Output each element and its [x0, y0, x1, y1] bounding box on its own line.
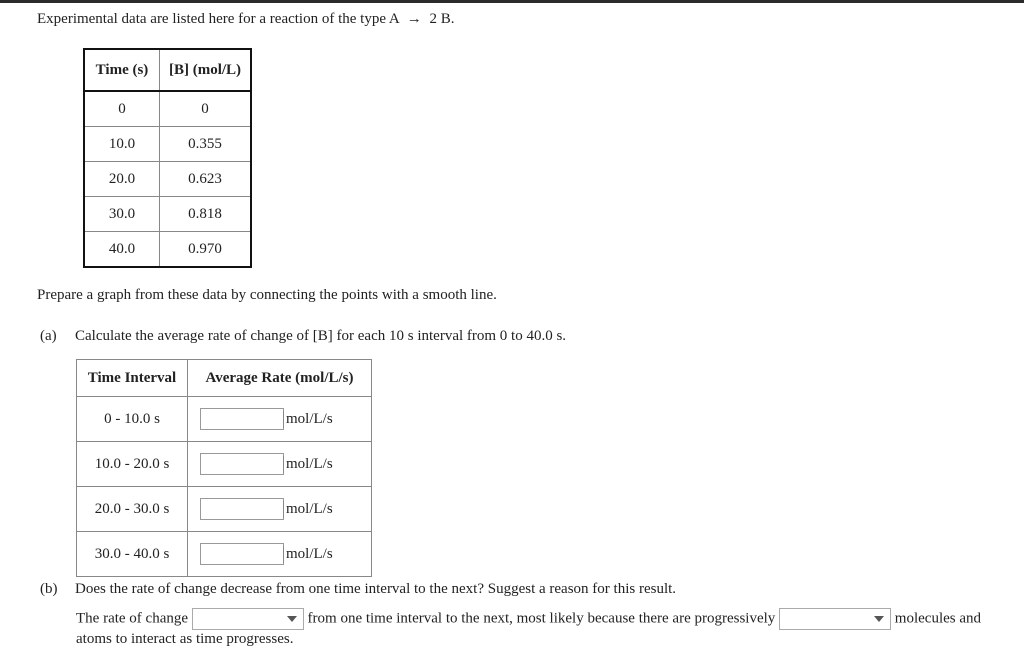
part-b-question	[40, 581, 676, 598]
table-row	[84, 197, 251, 232]
interval-cell: 0 - 10.0 s	[77, 397, 188, 442]
concentration-cell: 0	[160, 91, 252, 127]
interval-cell: 10.0 - 20.0 s	[77, 442, 188, 487]
table-row	[77, 397, 372, 442]
rate-input-20-30[interactable]	[200, 498, 284, 520]
sentence-part-4: atoms to interact as time progresses.	[76, 631, 294, 647]
header-average-rate: Average Rate (mol/L/s)	[188, 360, 372, 397]
rate-table-header-row	[77, 360, 372, 397]
rate-input-10-20[interactable]	[200, 453, 284, 475]
concentration-cell: 0.818	[160, 197, 252, 232]
reaction-arrow: →	[406, 11, 422, 27]
rate-cell	[188, 442, 372, 487]
time-cell: 40.0	[84, 232, 160, 268]
average-rate-table	[76, 359, 372, 577]
part-a-question	[40, 328, 566, 345]
molecule-amount-dropdown[interactable]	[779, 608, 891, 630]
header-time: Time (s)	[84, 49, 160, 91]
rate-unit: mol/L/s	[283, 456, 333, 473]
intro-text-before: Experimental data are listed here for a reaction of the type A	[37, 11, 399, 27]
concentration-data-table	[83, 48, 252, 268]
rate-unit: mol/L/s	[283, 411, 333, 428]
intro-text-after: 2 B.	[429, 11, 455, 27]
header-time-interval: Time Interval	[77, 360, 188, 397]
concentration-cell: 0.970	[160, 232, 252, 268]
intro-text	[37, 11, 454, 28]
time-cell: 0	[84, 91, 160, 127]
table-row	[84, 91, 251, 127]
header-concentration: [B] (mol/L)	[160, 49, 252, 91]
part-b-label: (b)	[40, 581, 58, 597]
table-row	[77, 532, 372, 577]
part-a-label: (a)	[40, 328, 57, 344]
part-b-text: Does the rate of change decrease from one time interval to the next? Suggest a reason for this result.	[75, 581, 677, 597]
sentence-part-1: The rate of change	[76, 610, 189, 627]
table-row	[84, 127, 251, 162]
concentration-cell: 0.623	[160, 162, 252, 197]
rate-unit: mol/L/s	[283, 501, 333, 518]
part-a-text: Calculate the average rate of change of [B] for each 10 s interval from 0 to 40.0 s.	[75, 328, 567, 344]
sentence-part-2: from one time interval to the next, most likely because there are progressively	[307, 610, 776, 627]
rate-input-0-10[interactable]	[200, 408, 284, 430]
chevron-down-icon	[874, 616, 884, 622]
table-row	[77, 442, 372, 487]
prepare-graph-instruction: Prepare a graph from these data by connecting the points with a smooth line.	[37, 287, 497, 303]
table-row	[84, 162, 251, 197]
rate-unit: mol/L/s	[283, 546, 333, 563]
rate-cell	[188, 487, 372, 532]
table-row	[84, 232, 251, 268]
time-cell: 30.0	[84, 197, 160, 232]
part-b-answer-sentence	[76, 608, 981, 630]
chevron-down-icon	[287, 616, 297, 622]
rate-input-30-40[interactable]	[200, 543, 284, 565]
time-cell: 10.0	[84, 127, 160, 162]
sentence-part-3: molecules and	[894, 610, 982, 627]
rate-cell	[188, 397, 372, 442]
concentration-cell: 0.355	[160, 127, 252, 162]
top-bar	[0, 0, 1024, 3]
time-cell: 20.0	[84, 162, 160, 197]
table-row	[77, 487, 372, 532]
rate-change-dropdown[interactable]	[192, 608, 304, 630]
data-table-header-row	[84, 49, 251, 91]
interval-cell: 30.0 - 40.0 s	[77, 532, 188, 577]
rate-cell	[188, 532, 372, 577]
interval-cell: 20.0 - 30.0 s	[77, 487, 188, 532]
